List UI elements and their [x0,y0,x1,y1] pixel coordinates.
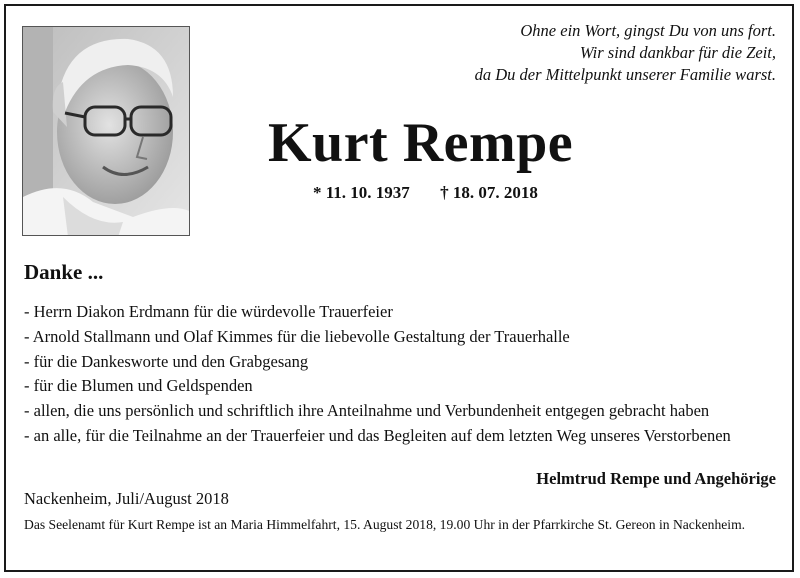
list-item: - allen, die uns persönlich und schriftlich ihre Anteilnahme und Verbundenheit entgegen gebracht haben [24,401,710,421]
list-item: - Arnold Stallmann und Olaf Kimmes für die liebevolle Gestaltung der Trauerhalle [24,326,570,346]
place-date: Nackenheim, Juli/August 2018 [24,489,229,508]
life-dates [313,183,538,203]
quote-line: Ohne ein Wort, gingst Du von uns fort. [520,21,776,40]
family-signature: Helmtrud Rempe und Angehörige [536,469,776,488]
list-item: - für die Blumen und Geldspenden [24,376,253,396]
thanks-heading: Danke ... [24,260,104,284]
list-item: - an alle, für die Teilnahme an der Trauerfeier und das Begleiten auf dem letzten Weg unseres Verstorbenen [24,425,731,445]
list-item: - Herrn Diakon Erdmann für die würdevolle Trauerfeier [24,302,393,321]
portrait-photo [22,26,190,236]
death-date: † 18. 07. 2018 [440,183,538,202]
list-item: - für die Dankesworte und den Grabgesang [24,351,309,371]
thanks-list [24,300,731,449]
birth-date: * 11. 10. 1937 [313,183,410,202]
memorial-quote [475,20,776,86]
deceased-name: Kurt Rempe [268,112,574,174]
quote-line: Wir sind dankbar für die Zeit, [579,43,776,62]
requiem-notice: Das Seelenamt für Kurt Rempe ist an Maria Himmelfahrt, 15. August 2018, 19.00 Uhr in der Pfarrkirche St. Gereon in Nackenheim. [24,517,746,532]
quote-line: da Du der Mittelpunkt unserer Familie warst. [474,65,776,84]
